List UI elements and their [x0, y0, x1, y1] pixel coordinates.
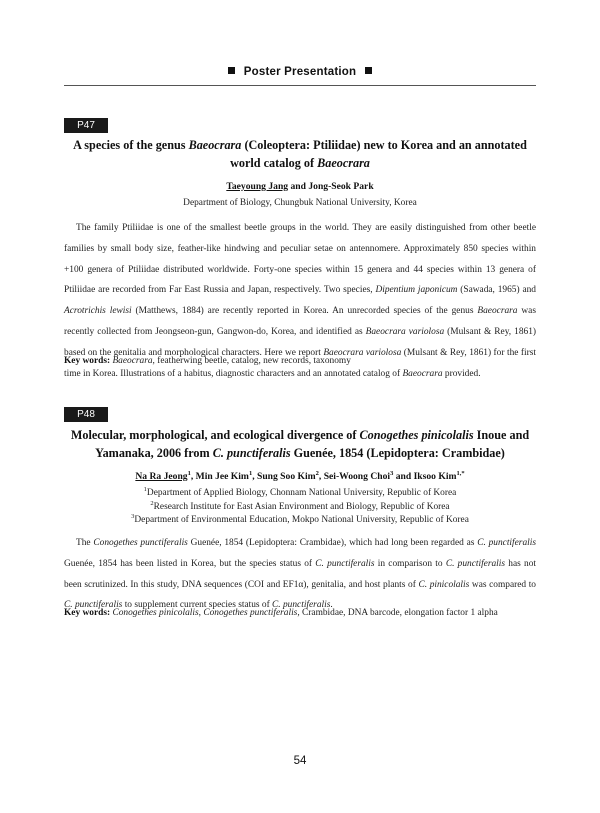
- black-square-icon: [228, 67, 235, 74]
- p48-authors: Na Ra Jeong$^1$, Min Jee Kim$^1$, Sung Soo Kim$^2$, Sei-Woong Choi$^3$ and Iksoo Kim$^{1,*}$: [135, 469, 465, 482]
- header-title: Poster Presentation: [243, 66, 357, 78]
- p47-title: A species of the genus Baeocrara (Coleoptera: Ptiliidae) new to Korea and an annotated world catalog of Baeocrara: [73, 138, 527, 170]
- presenting-author: Taeyoung Jang: [226, 181, 289, 192]
- affiliation-line: $^1$Department of Applied Biology, Chonnam National University, Republic of Korea: [143, 485, 457, 498]
- p47-affiliation: Department of Biology, Chungbuk National University, Korea: [183, 198, 417, 208]
- affiliation-line: $^3$Department of Environmental Education, Mokpo National University, Republic of Korea: [131, 512, 469, 525]
- p48-title: Molecular, morphological, and ecological divergence of Conogethes pinicolalis Inoue and Yamanaka, 2006 from C. punctiferalis Guenée, 1854 (Lepidoptera: Crambidae): [70, 428, 530, 460]
- p47-keywords: Key words: Baeocrara, featherwing beetle, catalog, new records, taxonomy: [64, 356, 351, 366]
- poster-tag-p48: P48: [64, 407, 108, 422]
- p48-keywords: Key words: Conogethes pinicolalis, Conogethes punctiferalis, Crambidae, DNA barcode, elongation factor 1 alpha: [64, 608, 498, 618]
- presenting-author: Na Ra Jeong: [135, 471, 188, 482]
- p48-abstract: The Conogethes punctiferalis Guenée, 1854 (Lepidoptera: Crambidae), which had long been regarded as C. punctiferalis Guenée, 1854 has been listed in Korea, but the species status of C. punctiferalis in comparison to C. punctiferalis has not been scrutinized. In this study, DNA sequences (COI and EF1α), genitalia, and host plants of C. pinicolalis was compared to C. punctiferalis to supplement current species status of C. punctiferalis.: [64, 538, 536, 611]
- poster-tag-p47: P47: [64, 118, 108, 133]
- black-square-icon: [365, 67, 372, 74]
- affiliation-line: $^2$Research Institute for East Asian Environment and Biology, Republic of Korea: [150, 499, 450, 512]
- running-header: [64, 66, 536, 78]
- p47-authors: Taeyoung Jang and Jong-Seok Park: [226, 181, 374, 192]
- p48-affiliations: [64, 487, 536, 528]
- header-divider: [64, 85, 536, 86]
- p47-abstract: The family Ptiliidae is one of the smallest beetle groups in the world. They are easily distinguished from other beetle families by small body size, feather-like hindwing and peculiar setae on antennomere. Approximately 850 species within +100 genera of Ptiliidae distributed worldwide. Forty-one species within 15 genera and 44 species within 13 genera of Ptiliidae are recorded from Far East Russia and Japan, respectively. Two species, Dipentium japonicum (Sawada, 1965) and Acrotrichis lewisi (Matthews, 1884) are recently reported in Korea. An unrecorded species of the genus Baeocrara was recently collected from Jeongseon-gun, Gangwon-do, Korea, and identified as Baeocrara variolosa (Mulsant & Rey, 1861) based on the genitalia and morphological characters. Here we report Baeocrara variolosa (Mulsant & Rey, 1861) for the first time in Korea. Illustrations of a habitus, diagnostic characters and an annotated catalog of Baeocrara provided.: [64, 223, 537, 379]
- page-number: 54: [293, 755, 307, 767]
